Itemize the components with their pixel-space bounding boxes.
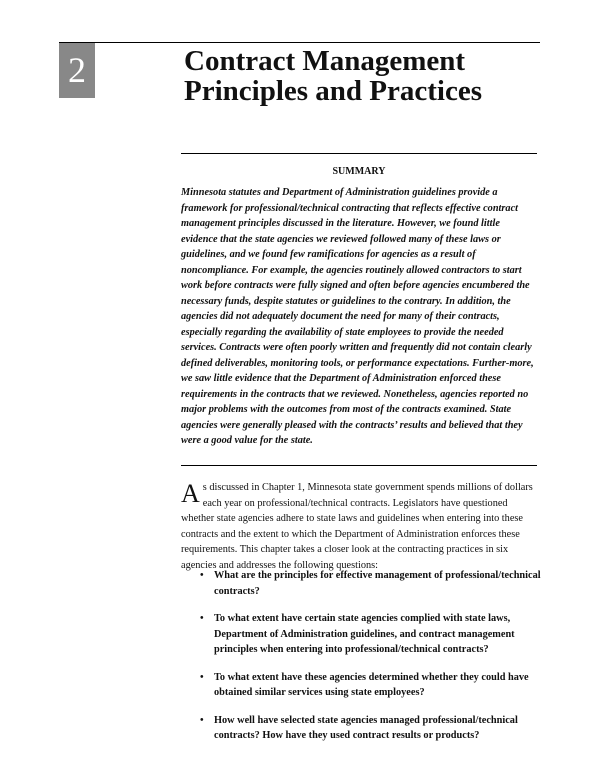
chapter-title-line2: Principles and Practices: [184, 75, 483, 107]
question-text: To what extent have certain state agencies complied with state laws, Department of Administration guidelines, and contract management principles when entering into professional/technical contracts?: [214, 613, 515, 655]
intro-text: s discussed in Chapter 1, Minnesota state government spends millions of dollars each year on professional/technical contracts. Legislators have questioned whether state agencies adhere to state laws and guidelines when entering into these contracts and the extent to which the Department of Administration enforces these requirements. This chapter takes a closer look at the contracting practices in six agencies and addresses the following questions:: [181, 482, 533, 571]
bullet: •: [200, 570, 204, 581]
drop-cap: A: [181, 479, 200, 508]
bullet: •: [200, 714, 204, 726]
bullet: •: [200, 613, 204, 624]
question-item: [181, 713, 541, 744]
top-rule: [59, 42, 540, 43]
question-item: [181, 670, 541, 701]
question-text: To what extent have these agencies determined whether they could have obtained similar services using state employees?: [214, 671, 529, 698]
summary-top-rule: [181, 153, 537, 154]
summary-heading: SUMMARY: [332, 166, 386, 177]
chapter-title-line1: Contract Management: [184, 45, 466, 77]
question-item: [181, 611, 541, 658]
question-list: [181, 568, 541, 756]
intro-paragraph: [181, 480, 539, 573]
bullet: •: [200, 671, 204, 683]
chapter-number-box: [59, 43, 95, 98]
chapter-title: [184, 46, 544, 106]
summary-body: Minnesota statutes and Department of Administration guidelines provide a framework for professional/technical contracting that reflects effective contract management principles discussed in the literature. However, we found little evidence that the state agencies we reviewed followed many of these laws or guidelines, and we found few ramifications for agencies as a result of noncompliance. For example, the agencies routinely allowed contractors to start work before contracts were fully signed and often before agencies encumbered the necessary funds, despite statutes or guidelines to the contrary. In addition, the agencies did not adequately document the need for many of their contracts, especially regarding the availability of state employees to provide the needed services. Contracts were often poorly written and frequently did not contain clearly defined deliverables, monitoring tools, or performance expectations. Further-more, we saw little evidence that the Department of Administration enforced these requirements in the contracts that we reviewed. Nonetheless, agencies reported no major problems with the outcomes from most of the contracts examined. State agencies were generally pleased with the contracts’ results and believed that they were a good value for the state.: [181, 187, 534, 446]
question-text: What are the principles for effective management of professional/technical contracts?: [214, 570, 541, 597]
question-item: [181, 568, 541, 599]
chapter-number: 2: [68, 50, 86, 90]
question-text: How well have selected state agencies managed professional/technical contracts? How have they used contract results or products?: [214, 714, 518, 741]
summary-bottom-rule: [181, 465, 537, 466]
